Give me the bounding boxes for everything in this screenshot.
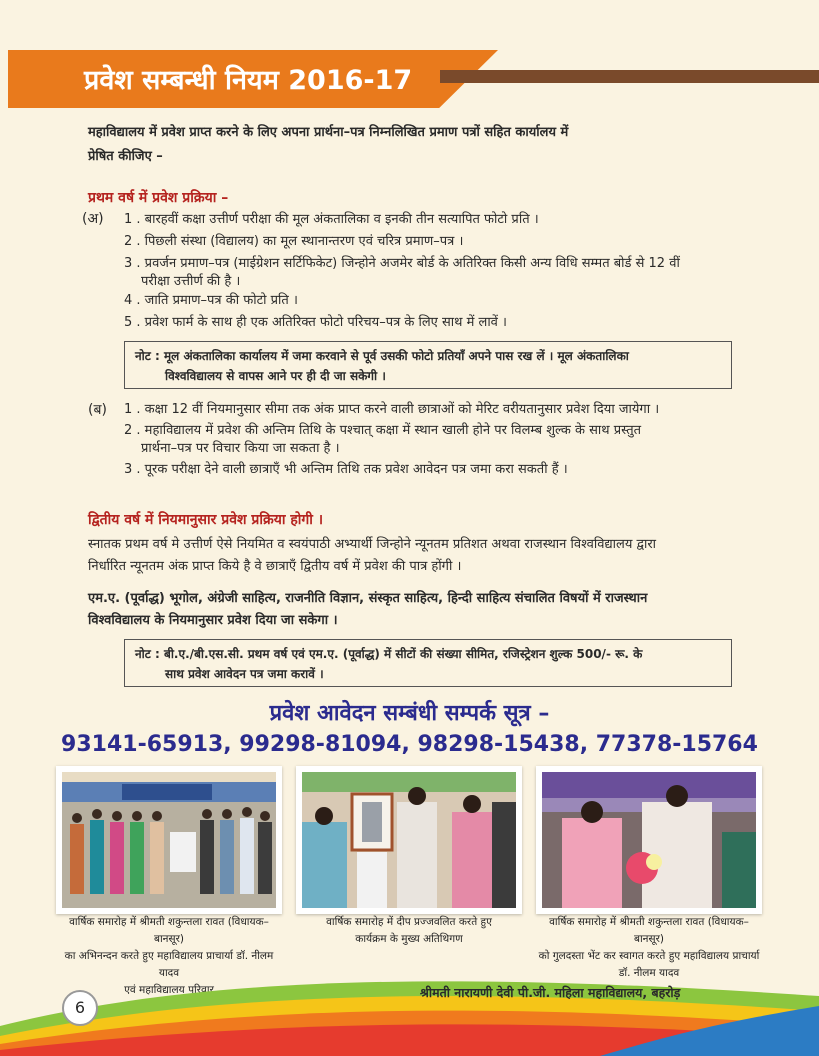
list-item: 3 . प्रवर्जन प्रमाण–पत्र (माईग्रेशन सर्टिफिकेट) जिन्होने अजमेर बोर्ड के अतिरिक्त किसी अन्य विधि सम्मत बोर्ड से 12 वीं xyxy=(124,256,680,271)
caption-line: वार्षिक समारोह में श्रीमती शकुन्तला रावत (विधायक–बानसूर) xyxy=(69,916,269,945)
note-1-line-1: नोट : मूल अंकतालिका कार्यालय में जमा करवाने से पूर्व उसकी फोटो प्रतियाँ अपने पास रख लें । मूल अंकतालिका xyxy=(135,349,629,363)
intro-line-1: महाविद्यालय में प्रवेश प्राप्त करने के लिए अपना प्रार्थना–पत्र निम्नलिखित प्रमाण पत्रों सहित कार्यालय में xyxy=(88,125,569,140)
caption-line: को गुलदस्ता भेंट कर स्वागत करते हुए महाविद्यालय प्राचार्या xyxy=(538,950,760,962)
photo-lamp-lighting xyxy=(296,766,522,914)
felicitation-photo-image xyxy=(62,772,276,908)
caption-line: का अभिनन्दन करते हुए महाविद्यालय प्राचार्या डॉ. नीलम यादव xyxy=(64,950,274,979)
list-item: 1 . कक्षा 12 वीं नियमानुसार सीमा तक अंक प्राप्त करने वाली छात्राओं को मेरिट वरीयतानुसार प्रवेश दिया जायेगा । xyxy=(124,402,660,417)
note-box-1 xyxy=(124,341,732,389)
photo-caption-2 xyxy=(296,914,522,948)
section-2-para-1-line-1: स्नातक प्रथम वर्ष मे उत्तीर्ण ऐसे नियमित व स्वयंपाठी अभ्यार्थी जिन्होने न्यूनतम प्रतिशत अथवा राजस्थान विश्वविद्यालय द्वारा xyxy=(88,537,657,552)
page-number: 6 xyxy=(62,990,98,1026)
section-2-para-1-line-2: निर्धारित न्यूनतम अंक प्राप्त किये है वे छात्राएँ द्वितीय वर्ष में प्रवेश की पात्र होंगी । xyxy=(88,559,462,574)
caption-line: एवं महाविद्यालय परिवार xyxy=(124,984,214,996)
list-b-marker: (ब) xyxy=(88,402,107,418)
list-item-continued: प्रार्थना–पत्र पर विचार किया जा सकता है । xyxy=(141,441,340,456)
list-item: 4 . जाति प्रमाण–पत्र की फोटो प्रति । xyxy=(124,293,298,308)
list-item: 1 . बारहवीं कक्षा उत्तीर्ण परीक्षा की मूल अंकतालिका व इनकी तीन सत्यापित फोटो प्रति । xyxy=(124,212,539,227)
contact-phone-numbers: 93141-65913, 99298-81094, 98298-15438, 77378-15764 xyxy=(61,732,758,757)
caption-line: डॉ. नीलम यादव xyxy=(618,967,680,979)
list-item-continued: परीक्षा उत्तीर्ण की है । xyxy=(141,274,241,289)
section-2-para-2-line-1: एम.ए. (पूर्वाद्ध) भूगोल, अंग्रेजी साहित्य, राजनीति विज्ञान, संस्कृत साहित्य, हिन्दी साहित्य संचालित विषयों में राजस्थान xyxy=(88,591,648,606)
lamp-lighting-photo-image xyxy=(302,772,516,908)
section-2-para-2-line-2: विश्वविद्यालय के नियमानुसार प्रवेश दिया जा सकेगा । xyxy=(88,613,338,628)
caption-line: वार्षिक समारोह में श्रीमती शकुन्तला रावत (विधायक–बानसूर) xyxy=(549,916,749,945)
header-rule xyxy=(440,70,819,83)
list-a-marker: (अ) xyxy=(82,211,104,227)
list-item: 2 . पिछली संस्था (विद्यालय) का मूल स्थानान्तरण एवं चरित्र प्रमाण–पत्र । xyxy=(124,234,464,249)
list-item: 5 . प्रवेश फार्म के साथ ही एक अतिरिक्त फोटो परिचय–पत्र के लिए साथ में लावें । xyxy=(124,315,507,330)
note-box-2 xyxy=(124,639,732,687)
contact-title: प्रवेश आवेदन सम्बंधी सम्पर्क सूत्र – xyxy=(269,701,550,726)
bouquet-welcome-photo-image xyxy=(542,772,756,908)
intro-line-2: प्रेषित कीजिए – xyxy=(88,149,163,164)
list-item: 2 . महाविद्यालय में प्रवेश की अन्तिम तिथि के पश्चात् कक्षा में स्थान खाली होने पर विलम्ब शुल्क के साथ प्रस्तुत xyxy=(124,423,642,438)
photo-bouquet-welcome xyxy=(536,766,762,914)
note-1-line-2: विश्वविद्यालय से वापस आने पर ही दी जा सकेगी । xyxy=(165,369,386,383)
note-2-line-1: नोट : बी.ए./बी.एस.सी. प्रथम वर्ष एवं एम.ए. (पूर्वाद्ध) में सीटों की संख्या सीमित, रजिस्ट्रेशन शुल्क 500/- रू. के xyxy=(135,647,643,661)
caption-line: वार्षिक समारोह में दीप प्रज्जवलित करते हुए xyxy=(326,916,492,928)
section-1-heading: प्रथम वर्ष में प्रवेश प्रक्रिया – xyxy=(88,190,229,206)
note-2-line-2: साथ प्रवेश आवेदन पत्र जमा करावें । xyxy=(165,667,324,681)
photo-felicitation xyxy=(56,766,282,914)
list-item: 3 . पूरक परीक्षा देने वाली छात्राएँ भी अन्तिम तिथि तक प्रवेश आवेदन पत्र जमा करा सकती हैं । xyxy=(124,462,568,477)
section-2-heading: द्वितीय वर्ष में नियमानुसार प्रवेश प्रक्रिया होगी । xyxy=(88,512,324,528)
footer-wave-decoration xyxy=(0,956,819,1056)
caption-line: कार्यक्रम के मुख्य अतिथिगण xyxy=(355,933,463,945)
college-name: श्रीमती नारायणी देवी पी.जी. महिला महाविद्यालय, बहरोड़ xyxy=(420,985,681,1000)
page-title: प्रवेश सम्बन्धी नियम 2016-17 xyxy=(84,65,413,96)
